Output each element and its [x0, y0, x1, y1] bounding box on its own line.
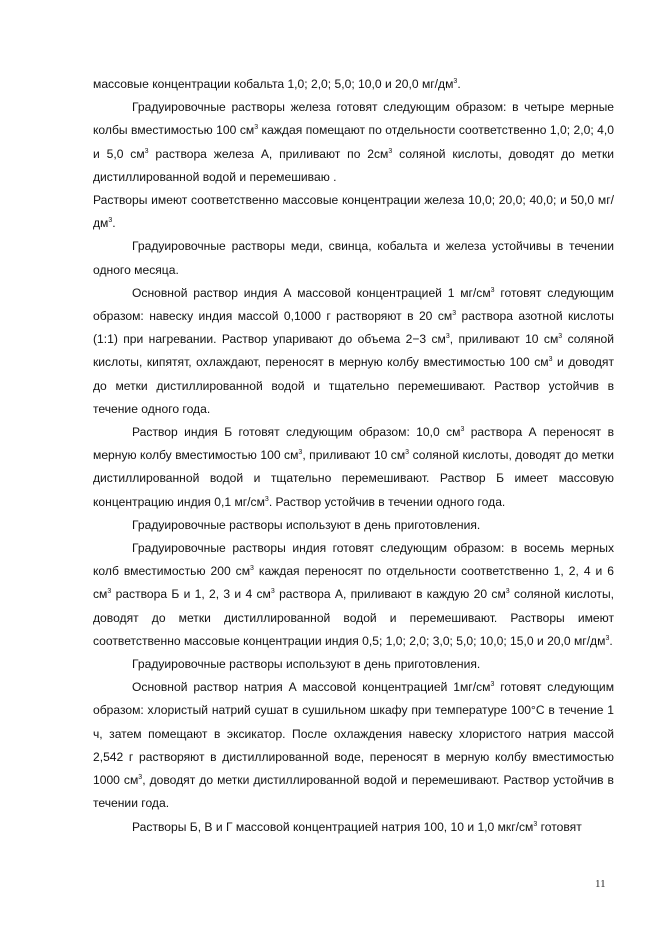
- text-run: Градуировочные растворы используют в день приготовления.: [132, 657, 481, 672]
- superscript: 3: [108, 217, 113, 225]
- paragraph: [93, 653, 614, 676]
- superscript: 3: [264, 495, 269, 503]
- document-page-text: [93, 73, 614, 839]
- text-run: раствора железа А, приливают по 2см: [148, 146, 389, 161]
- paragraph: [93, 282, 614, 421]
- text-run: Растворы имеют соответственно массовые концентрации железа 10,0; 20,0; 40,0; и 50,0 мг/дм: [93, 193, 614, 231]
- text-run: , приливают 10 см: [302, 448, 406, 463]
- text-run: Градуировочные растворы железа готовят следующим образом: в четыре мерные колбы вместимостью 100 см: [93, 100, 614, 138]
- text-run: Основной раствор натрия А массовой концентрацией 1мг/см: [132, 680, 491, 695]
- superscript: 3: [138, 774, 143, 782]
- text-run: Градуировочные растворы используют в день приготовления.: [132, 517, 481, 532]
- text-run: Градуировочные растворы индия готовят следующим образом: в восемь мерных колб вместимостью 200 см: [93, 541, 614, 579]
- paragraph: [93, 96, 614, 189]
- superscript: 3: [505, 588, 510, 596]
- paragraph: [93, 235, 614, 281]
- page-number: 11: [595, 878, 606, 890]
- paragraph: [93, 189, 614, 235]
- text-run: массовые концентрации кобальта 1,0; 2,0; 5,0; 10,0 и 20,0 мг/дм: [93, 77, 454, 91]
- text-run: .: [609, 633, 613, 648]
- superscript: 3: [605, 634, 610, 642]
- superscript: 3: [254, 124, 259, 132]
- superscript: 3: [490, 681, 495, 689]
- text-run: каждая помещают по отдельности соответственно 1,0; 2,0; 4,0 и 5,0 см: [93, 123, 614, 161]
- text-run: Основной раствор индия А массовой концентрацией 1 мг/см: [132, 285, 491, 300]
- superscript: 3: [405, 449, 410, 457]
- text-run: соляной кислоты, доводят до метки дистиллированной водой и перемешивают. Растворы имеют соответственно массовые концентрации индия 0,5; 1,0; 2,0; 3,0; 5,0; 10,0; 15,0 и 20,0 мг/дм: [93, 587, 615, 648]
- text-run: соляной кислоты, кипятят, охлаждают, переносят в мерную колбу вместимостью 100 см: [93, 332, 614, 370]
- paragraph: [93, 816, 614, 839]
- text-run: Растворы Б, В и Г массовой концентрацией натрия 100, 10 и 1,0 мкг/см: [132, 819, 534, 834]
- paragraph: [93, 514, 614, 537]
- paragraph: [93, 537, 614, 653]
- superscript: 3: [460, 426, 465, 434]
- text-run: Раствор индия Б готовят следующим образом: 10,0 см: [132, 425, 461, 440]
- text-run: , доводят до метки дистиллированной водой и перемешивают. Раствор устойчив в течении года.: [93, 773, 614, 811]
- superscript: 3: [250, 565, 254, 573]
- text-run: соляной кислоты, доводят до метки дистиллированной водой и тщательно перемешивают. Раствор Б имеет массовую концентрацию индия 0,1 мг/см: [93, 448, 614, 509]
- text-run: . Раствор устойчив в течении одного года.: [268, 494, 506, 509]
- text-run: готовят: [537, 819, 582, 834]
- superscript: 3: [388, 147, 393, 155]
- superscript: 3: [452, 310, 457, 318]
- text-run: раствора А переносят в мерную колбу вместимостью 100 см: [93, 425, 614, 463]
- text-run: и доводят до метки дистиллированной водой и тщательно перемешивают. Раствор устойчив в течение одного года.: [93, 355, 614, 416]
- text-run: соляной кислоты, доводят до метки дистиллированной водой и перемешиваю .: [93, 146, 614, 184]
- text-run: .: [457, 77, 461, 91]
- text-run: Градуировочные растворы меди, свинца, кобальта и железа устойчивы в течении одного месяца.: [93, 239, 614, 277]
- text-run: , приливают 10 см: [449, 332, 559, 347]
- superscript: 3: [558, 333, 563, 341]
- superscript: 3: [490, 286, 495, 294]
- paragraph: [93, 676, 614, 815]
- superscript: 3: [548, 356, 553, 364]
- paragraph: [93, 73, 614, 96]
- text-run: готовят следующим образом: хлористый натрий сушат в сушильном шкафу при температуре 100°С в течение 1 ч, затем помещают в эксикатор. После охлаждения навеску хлористого натрия массой 2,542 г растворяют в дистиллированной воде, переносят в мерную колбу вместимостью 1000 см: [93, 680, 615, 788]
- superscript: 3: [107, 588, 112, 596]
- superscript: 3: [453, 78, 458, 85]
- superscript: 3: [144, 147, 149, 155]
- text-run: раствора А, приливают в каждую 20 см: [274, 587, 506, 602]
- superscript: 3: [298, 449, 303, 457]
- paragraph: [93, 421, 614, 514]
- superscript: 3: [533, 820, 538, 828]
- text-run: .: [112, 216, 116, 231]
- text-run: раствора азотной кислоты (1:1) при нагревании. Раствор упаривают до объема 2−3 см: [93, 309, 614, 347]
- superscript: 3: [445, 333, 450, 341]
- text-run: раствора Б и 1, 2, 3 и 4 см: [111, 587, 271, 602]
- text-run: каждая переносят по отдельности соответственно 1, 2, 4 и 6 см: [93, 564, 614, 602]
- text-run: готовят следующим образом: навеску индия массой 0,1000 г растворяют в 20 см: [93, 285, 614, 324]
- superscript: 3: [270, 588, 275, 596]
